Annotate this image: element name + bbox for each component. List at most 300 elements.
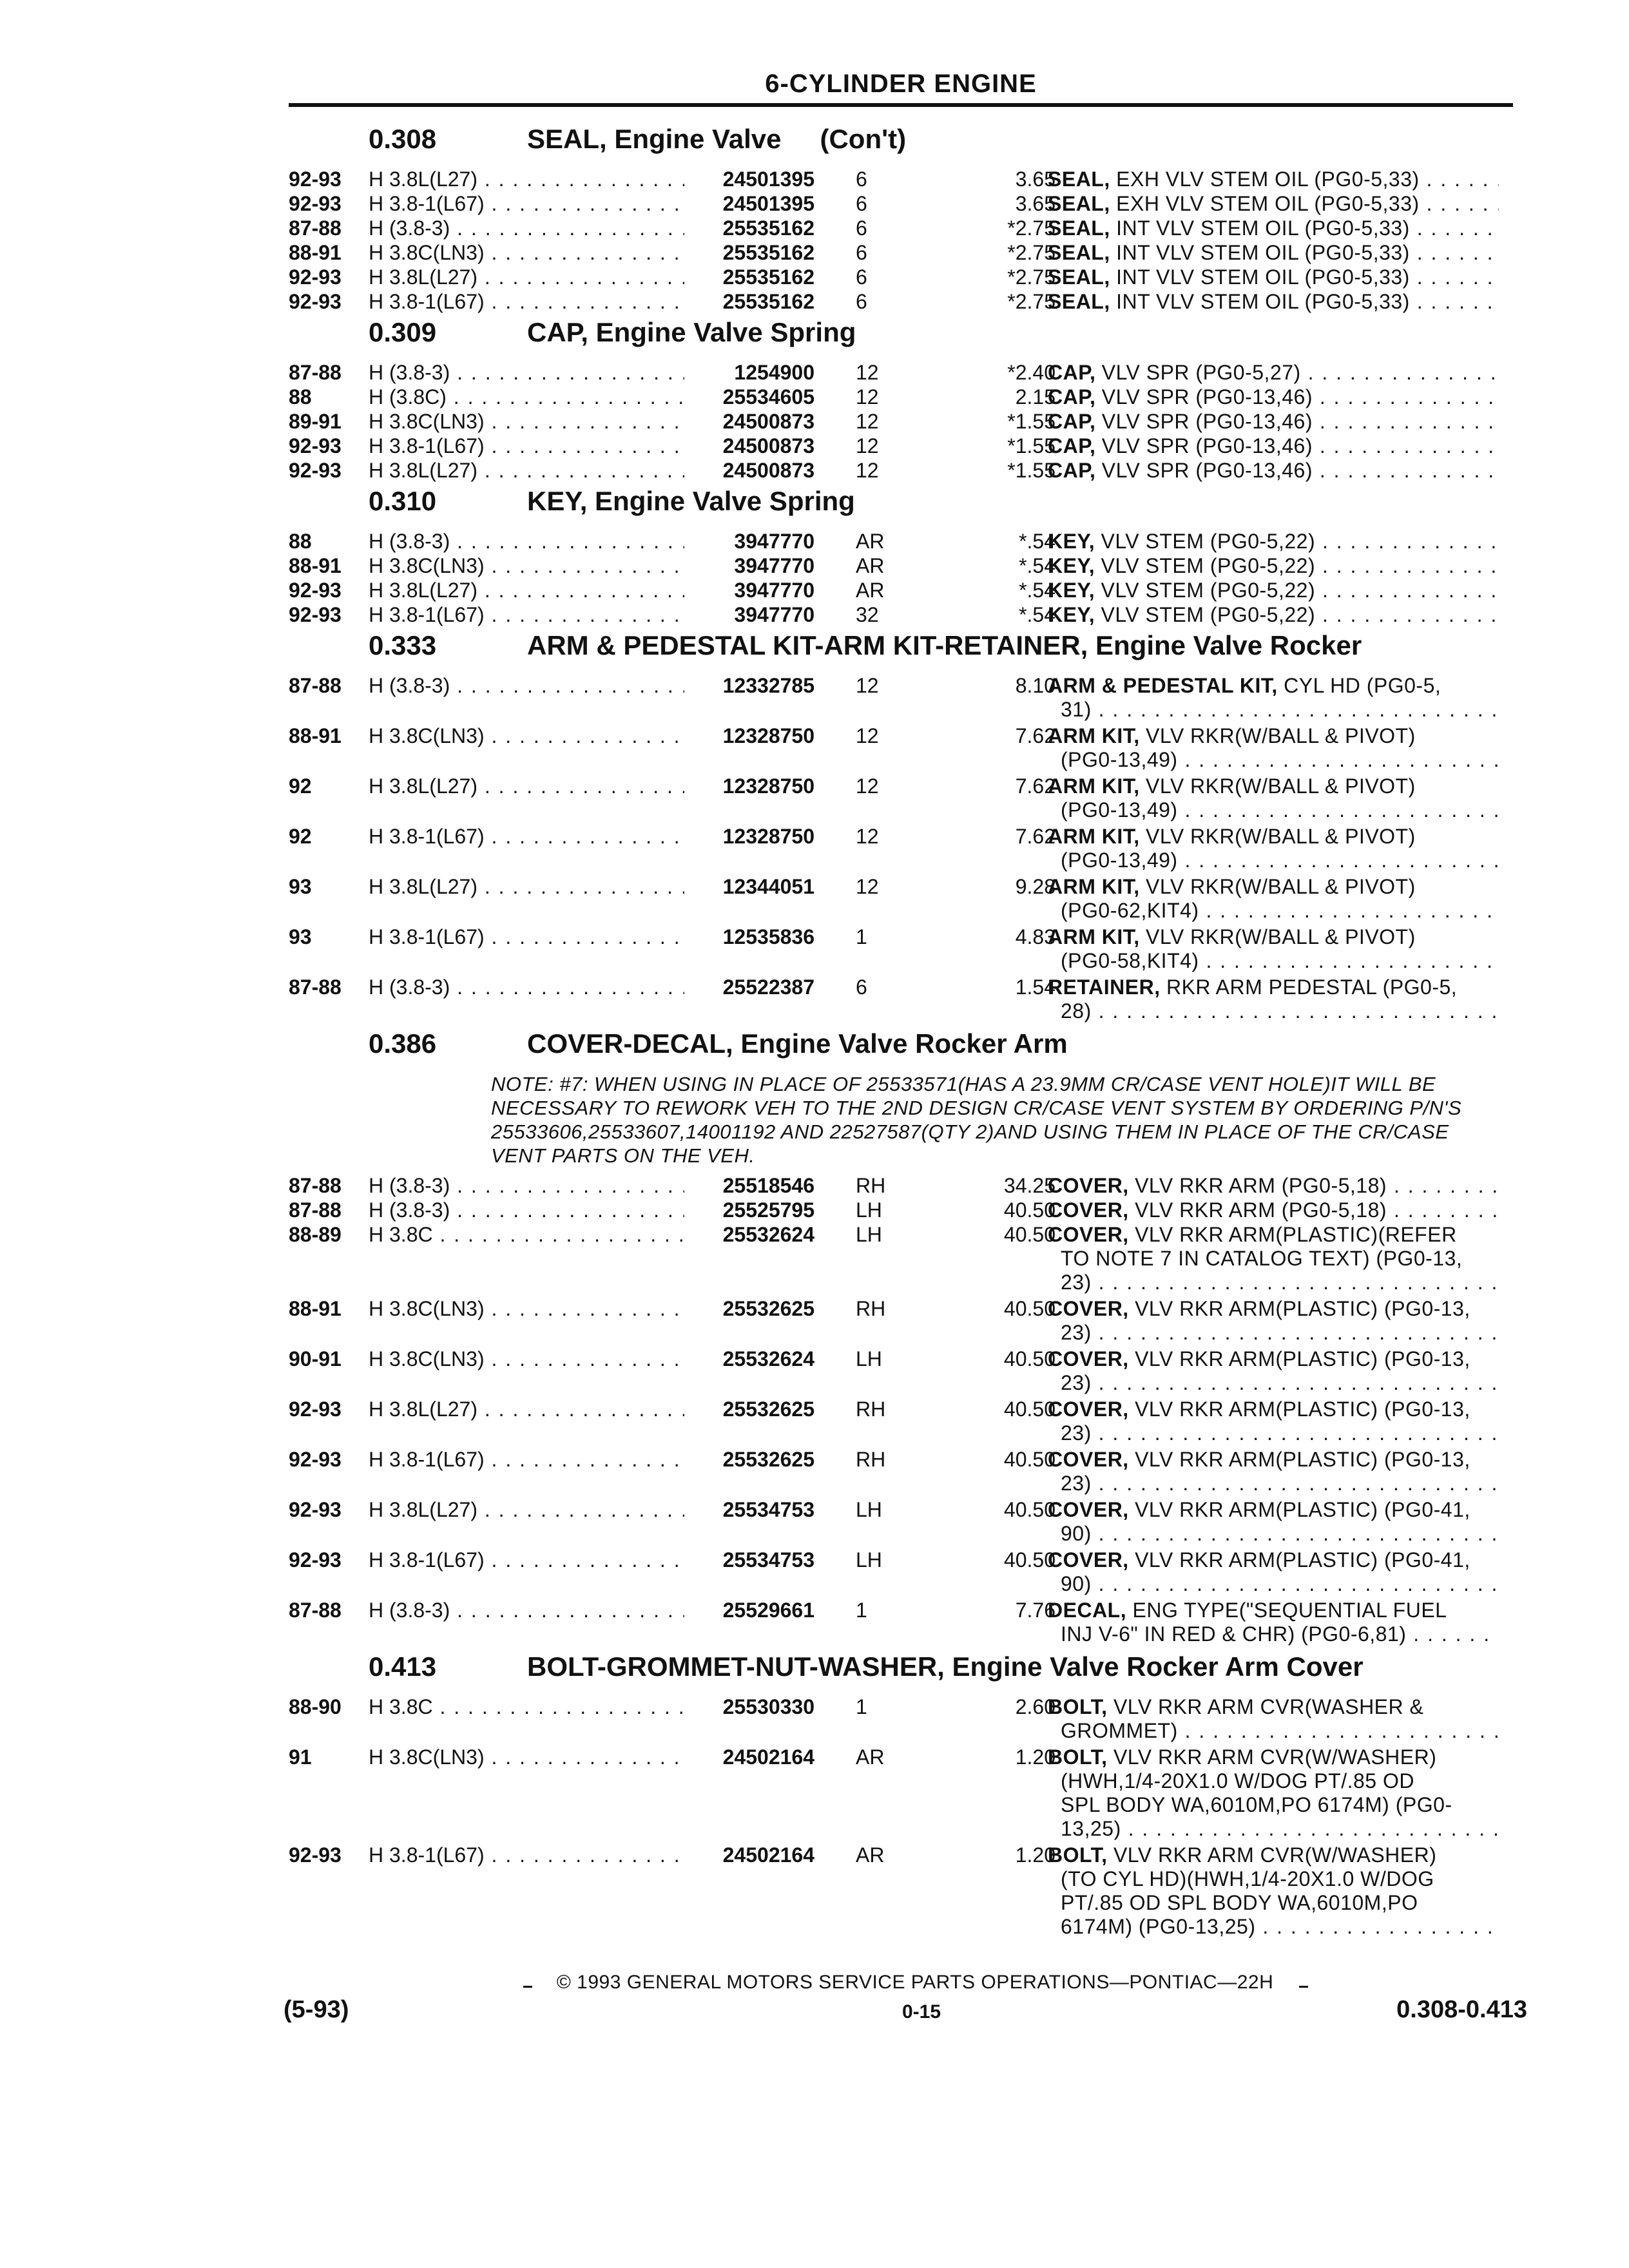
item-name: COVER, [1048,1498,1129,1521]
engine-code: H 3.8L(L27) . . . [369,1398,684,1421]
parts-row [289,434,1513,459]
parts-row [289,1843,1513,1941]
parts-row [289,290,1513,314]
model-years: 88 [289,385,312,408]
model-years: 92-93 [289,1548,342,1571]
item-name: KEY, [1048,603,1095,626]
description-line: ARM KIT, VLV RKR(W/BALL & PIVOT) [1048,724,1416,747]
description-line: 13,25) . . . [1048,1817,1499,1841]
model-years: 87-88 [289,216,342,240]
part-description [1048,724,1499,772]
quantity: 32 [856,603,879,626]
parts-row [289,530,1513,554]
price: 40.50 [1003,1498,1055,1521]
price: 1.20 [1015,1843,1055,1867]
item-name: BOLT, [1048,1695,1108,1718]
price: *1.55 [1007,410,1055,433]
part-number: 3947770 [686,603,815,627]
model-years: 92-93 [289,290,342,313]
parts-row [289,603,1513,628]
quantity: LH [856,1198,882,1222]
description-line: CAP, VLV SPR (PG0-13,46) . . . [1048,385,1499,409]
part-description [1048,674,1499,722]
parts-row [289,875,1513,925]
part-number: 24501395 [686,168,815,191]
section-title: SEAL, Engine Valve [527,124,782,154]
quantity: 1 [856,1599,867,1622]
model-years: 87-88 [289,1198,342,1222]
part-number: 12332785 [686,674,815,698]
part-description [1048,216,1499,240]
part-description [1048,875,1499,923]
price: *2.75 [1007,216,1055,240]
price: 7.76 [1015,1599,1055,1622]
price: 9.28 [1015,875,1055,898]
header-rule [289,103,1513,107]
part-description [1048,385,1499,409]
description-line: COVER, VLV RKR ARM(PLASTIC) (PG0-13, [1048,1347,1470,1370]
description-line: SEAL, INT VLV STEM OIL (PG0-5,33) . . . [1048,216,1499,240]
part-description [1048,192,1499,216]
page-header: 6-CYLINDER ENGINE [765,70,1037,98]
quantity: 6 [856,290,867,313]
price: 2.15 [1015,385,1055,408]
quantity: 6 [856,192,867,215]
part-description [1048,579,1499,602]
item-name: COVER, [1048,1174,1129,1197]
engine-code: H 3.8-1(L67) . . . [369,925,684,949]
price: *1.55 [1007,434,1055,457]
part-description [1048,1398,1499,1445]
model-years: 93 [289,925,312,948]
description-line: 90) . . . [1048,1572,1499,1596]
description-line: 28) . . . [1048,999,1499,1023]
model-years: 88 [289,530,312,553]
quantity: RH [856,1297,886,1320]
item-name: DECAL, [1048,1599,1127,1622]
part-number: 25532624 [686,1223,815,1247]
model-years: 92-93 [289,459,342,482]
quantity: 6 [856,216,867,240]
section-title: BOLT-GROMMET-NUT-WASHER, Engine Valve Rocker Arm Cover [527,1651,1364,1682]
quantity: LH [856,1498,882,1521]
description-line: KEY, VLV STEM (PG0-5,22) . . . [1048,579,1499,602]
engine-code: H 3.8C(LN3) . . . [369,554,684,578]
engine-code: H (3.8-3) . . . [369,216,684,240]
model-years: 88-91 [289,554,342,577]
engine-code: H 3.8C . . . [369,1695,684,1719]
part-description [1048,774,1499,822]
price: *.54 [1019,603,1055,626]
model-years: 87-88 [289,975,342,999]
price: *2.75 [1007,265,1055,289]
quantity: 6 [856,241,867,264]
price: 40.50 [1003,1198,1055,1222]
description-line: COVER, VLV RKR ARM (PG0-5,18) . . . [1048,1174,1499,1198]
part-description [1048,265,1499,289]
item-name: SEAL, [1048,241,1110,264]
quantity: 12 [856,434,879,457]
description-line: COVER, VLV RKR ARM(PLASTIC) (PG0-13, [1048,1448,1470,1471]
price: *1.55 [1007,459,1055,482]
price: *2.40 [1007,361,1055,384]
model-years: 91 [289,1745,312,1769]
engine-code: H 3.8C(LN3) . . . [369,1745,684,1769]
section-title: KEY, Engine Valve Spring [527,486,855,516]
quantity: 6 [856,265,867,289]
part-number: 24500873 [686,434,815,458]
description-line: CAP, VLV SPR (PG0-13,46) . . . [1048,410,1499,434]
part-number: 12328750 [686,825,815,849]
part-description [1048,290,1499,314]
price: 34.25 [1003,1174,1055,1197]
description-line: GROMMET) . . . [1048,1719,1499,1743]
description-line: (TO CYL HD)(HWH,1/4-20X1.0 W/DOG [1061,1867,1434,1890]
item-name: COVER, [1048,1223,1129,1246]
price: 40.50 [1003,1398,1055,1421]
description-line: ARM & PEDESTAL KIT, CYL HD (PG0-5, [1048,674,1441,697]
description-line: COVER, VLV RKR ARM(PLASTIC) (PG0-13, [1048,1398,1470,1421]
part-number: 24501395 [686,192,815,216]
description-line: SEAL, INT VLV STEM OIL (PG0-5,33) . . . [1048,241,1499,265]
engine-code: H 3.8-1(L67) . . . [369,192,684,216]
description-line: COVER, VLV RKR ARM(PLASTIC) (PG0-13, [1048,1297,1470,1320]
part-description [1048,410,1499,434]
quantity: RH [856,1398,886,1421]
parts-row [289,1745,1513,1843]
engine-code: H 3.8L(L27) . . . [369,265,684,289]
quantity: LH [856,1548,882,1571]
quantity: AR [856,579,885,602]
price: *2.75 [1007,241,1055,264]
quantity: 6 [856,975,867,999]
price: *.54 [1019,554,1055,577]
description-line: COVER, VLV RKR ARM(PLASTIC)(REFER [1048,1223,1457,1246]
parts-row [289,1498,1513,1548]
parts-row [289,925,1513,975]
part-description [1048,1347,1499,1395]
price: 7.62 [1015,825,1055,848]
model-years: 92-93 [289,1843,342,1867]
item-name: COVER, [1048,1548,1129,1571]
section-number: 0.308 [369,124,437,154]
description-line: KEY, VLV STEM (PG0-5,22) . . . [1048,603,1499,627]
description-line: SEAL, EXH VLV STEM OIL (PG0-5,33) . . . [1048,192,1499,216]
description-line: (PG0-13,49) . . . [1048,748,1499,772]
parts-row [289,975,1513,1026]
part-description [1048,1498,1499,1546]
part-number: 3947770 [686,554,815,578]
part-description [1048,1223,1499,1294]
engine-code: H 3.8C(LN3) . . . [369,724,684,748]
quantity: AR [856,1745,885,1769]
part-number: 25529661 [686,1599,815,1622]
part-description [1048,168,1499,191]
item-name: KEY, [1048,554,1095,577]
model-years: 88-90 [289,1695,342,1718]
part-number: 3947770 [686,530,815,553]
part-description [1048,554,1499,578]
model-years: 93 [289,875,312,898]
parts-row [289,361,1513,385]
engine-code: H 3.8-1(L67) . . . [369,825,684,849]
part-number: 25522387 [686,975,815,999]
parts-row [289,168,1513,192]
description-line: BOLT, VLV RKR ARM CVR(W/WASHER) [1048,1745,1437,1769]
engine-code: H 3.8C(LN3) . . . [369,241,684,265]
engine-code: H 3.8C(LN3) . . . [369,1297,684,1321]
parts-row [289,674,1513,724]
description-line: CAP, VLV SPR (PG0-5,27) . . . [1048,361,1499,385]
engine-code: H 3.8L(L27) . . . [369,875,684,899]
engine-code: H 3.8C . . . [369,1223,684,1247]
description-line: COVER, VLV RKR ARM(PLASTIC) (PG0-41, [1048,1548,1470,1571]
description-line: 23) . . . [1048,1321,1499,1345]
item-name: COVER, [1048,1347,1129,1370]
item-name: SEAL, [1048,290,1110,313]
price: 40.50 [1003,1548,1055,1571]
section-number: 0.333 [369,630,437,660]
part-number: 24502164 [686,1745,815,1769]
parts-row [289,1548,1513,1599]
part-description [1048,1599,1499,1646]
engine-code: H (3.8-3) . . . [369,530,684,553]
quantity: 12 [856,361,879,384]
part-description [1048,434,1499,458]
item-name: CAP, [1048,410,1096,433]
description-line: SEAL, EXH VLV STEM OIL (PG0-5,33) . . . [1048,168,1499,191]
description-line: (HWH,1/4-20X1.0 W/DOG PT/.85 OD [1061,1769,1414,1792]
model-years: 87-88 [289,1174,342,1197]
model-years: 92 [289,774,312,798]
parts-row [289,216,1513,241]
quantity: 12 [856,825,879,848]
item-name: BOLT, [1048,1745,1108,1769]
model-years: 88-91 [289,1297,342,1320]
item-name: CAP, [1048,385,1096,408]
description-line: ARM KIT, VLV RKR(W/BALL & PIVOT) [1048,774,1416,798]
description-line: 23) . . . [1048,1421,1499,1445]
engine-code: H 3.8C(LN3) . . . [369,410,684,434]
part-description [1048,361,1499,385]
parts-row [289,1695,1513,1745]
engine-code: H 3.8C(LN3) . . . [369,1347,684,1371]
price: 40.50 [1003,1223,1055,1246]
item-name: ARM KIT, [1048,875,1140,898]
item-name: SEAL, [1048,168,1110,191]
section-title: CAP, Engine Valve Spring [527,317,856,347]
description-line: ARM KIT, VLV RKR(W/BALL & PIVOT) [1048,875,1416,898]
part-description [1048,925,1499,973]
engine-code: H (3.8-3) . . . [369,1198,684,1222]
part-number: 1254900 [686,361,815,385]
engine-code: H (3.8-3) . . . [369,361,684,385]
quantity: 12 [856,774,879,798]
engine-code: H (3.8C) . . . [369,385,684,409]
part-number: 24502164 [686,1843,815,1867]
price: 7.62 [1015,774,1055,798]
description-line: (PG0-13,49) . . . [1048,798,1499,822]
item-name: RETAINER, [1048,975,1161,999]
description-line: RETAINER, RKR ARM PEDESTAL (PG0-5, [1048,975,1458,999]
item-name: ARM KIT, [1048,724,1140,747]
part-description [1048,1198,1499,1222]
description-line: 23) . . . [1048,1371,1499,1395]
parts-row [289,1223,1513,1297]
parts-row [289,774,1513,825]
engine-code: H 3.8L(L27) . . . [369,579,684,602]
section-number: 0.310 [369,486,437,516]
section-header [289,124,1513,168]
price: 40.50 [1003,1347,1055,1370]
quantity: 1 [856,1695,867,1718]
part-number: 25535162 [686,265,815,289]
engine-code: H 3.8-1(L67) . . . [369,1448,684,1472]
section-header [289,486,1513,530]
engine-code: H 3.8L(L27) . . . [369,459,684,483]
model-years: 92-93 [289,1398,342,1421]
model-years: 92 [289,825,312,848]
section-header [289,630,1513,674]
engine-code: H 3.8-1(L67) . . . [369,434,684,458]
item-name: SEAL, [1048,216,1110,240]
part-number: 25534753 [686,1548,815,1572]
model-years: 90-91 [289,1347,342,1370]
parts-row [289,410,1513,434]
model-years: 92-93 [289,603,342,626]
description-line: 90) . . . [1048,1522,1499,1546]
quantity: 12 [856,674,879,697]
description-line: DECAL, ENG TYPE("SEQUENTIAL FUEL [1048,1599,1447,1622]
parts-row [289,241,1513,265]
section-header [289,1651,1513,1695]
quantity: AR [856,554,885,577]
engine-code: H 3.8L(L27) . . . [369,1498,684,1522]
section-number: 0.413 [369,1651,437,1682]
model-years: 92-93 [289,1498,342,1521]
model-years: 92-93 [289,192,342,215]
parts-row [289,579,1513,603]
section-header [289,317,1513,361]
part-description [1048,1745,1499,1841]
price: 1.54 [1015,975,1055,999]
engine-code: H 3.8L(L27) . . . [369,168,684,191]
item-name: ARM KIT, [1048,774,1140,798]
item-name: CAP, [1048,361,1096,384]
description-line: COVER, VLV RKR ARM (PG0-5,18) . . . [1048,1198,1499,1222]
quantity: RH [856,1448,886,1471]
item-name: ARM & PEDESTAL KIT, [1048,674,1278,697]
footer-page-number: 0-15 [901,2001,941,2023]
description-line: 31) . . . [1048,698,1499,722]
section-title: COVER-DECAL, Engine Valve Rocker Arm [527,1028,1068,1059]
part-number: 25532624 [686,1347,815,1371]
parts-row [289,459,1513,483]
part-description [1048,1843,1499,1939]
section-continued: (Con't) [820,124,907,154]
part-description [1048,459,1499,483]
price: *.54 [1019,579,1055,602]
description-line: SEAL, INT VLV STEM OIL (PG0-5,33) . . . [1048,265,1499,289]
part-number: 25534605 [686,385,815,409]
engine-code: H 3.8-1(L67) . . . [369,1843,684,1867]
part-number: 25532625 [686,1398,815,1421]
price: 3.65 [1015,168,1055,191]
description-line: (PG0-13,49) . . . [1048,849,1499,872]
part-number: 12535836 [686,925,815,949]
part-description [1048,1448,1499,1495]
footer-section-range: 0.308-0.413 [1396,1996,1527,2023]
engine-code: H (3.8-3) . . . [369,674,684,698]
part-description [1048,1695,1499,1743]
description-line: CAP, VLV SPR (PG0-13,46) . . . [1048,434,1499,458]
model-years: 87-88 [289,1599,342,1622]
part-description [1048,975,1499,1023]
part-number: 25535162 [686,290,815,314]
price: 2.60 [1015,1695,1055,1718]
item-name: COVER, [1048,1198,1129,1222]
engine-code: H (3.8-3) . . . [369,1599,684,1622]
item-name: COVER, [1048,1297,1129,1320]
price: 40.50 [1003,1297,1055,1320]
description-line: ARM KIT, VLV RKR(W/BALL & PIVOT) [1048,925,1416,948]
item-name: BOLT, [1048,1843,1108,1867]
quantity: RH [856,1174,886,1197]
description-line: (PG0-62,KIT4) . . . [1048,899,1499,923]
model-years: 92-93 [289,579,342,602]
part-number: 25535162 [686,216,815,240]
parts-row [289,1599,1513,1649]
description-line: BOLT, VLV RKR ARM CVR(W/WASHER) [1048,1843,1437,1867]
part-number: 24500873 [686,459,815,483]
description-line: COVER, VLV RKR ARM(PLASTIC) (PG0-41, [1048,1498,1470,1521]
item-name: SEAL, [1048,192,1110,215]
section-header [289,1028,1513,1072]
price: 40.50 [1003,1448,1055,1471]
description-line: 6174M) (PG0-13,25) . . . [1048,1915,1499,1939]
part-description [1048,603,1499,627]
quantity: 12 [856,459,879,482]
price: *2.75 [1007,290,1055,313]
price: 4.83 [1015,925,1055,948]
description-line: 23) . . . [1048,1271,1499,1294]
item-name: CAP, [1048,459,1096,482]
model-years: 87-88 [289,674,342,697]
quantity: 12 [856,410,879,433]
part-description [1048,241,1499,265]
footer-date: (5-93) [284,1996,349,2023]
description-line: 23) . . . [1048,1472,1499,1495]
quantity: 1 [856,925,867,948]
description-line: SEAL, INT VLV STEM OIL (PG0-5,33) . . . [1048,290,1499,314]
item-name: KEY, [1048,530,1095,553]
description-line: INJ V-6" IN RED & CHR) (PG0-6,81) . . . [1048,1622,1499,1646]
item-name: COVER, [1048,1448,1129,1471]
model-years: 88-89 [289,1223,342,1246]
parts-row [289,265,1513,290]
engine-code: H (3.8-3) . . . [369,975,684,999]
footer-copyright: © 1993 GENERAL MOTORS SERVICE PARTS OPERATIONS—PONTIAC—22H [556,1972,1274,1993]
part-number: 25525795 [686,1198,815,1222]
description-line: BOLT, VLV RKR ARM CVR(WASHER & [1048,1695,1424,1718]
description-line: SPL BODY WA,6010M,PO 6174M) (PG0- [1061,1793,1452,1816]
description-line: CAP, VLV SPR (PG0-13,46) . . . [1048,459,1499,483]
description-line: ARM KIT, VLV RKR(W/BALL & PIVOT) [1048,825,1416,848]
engine-code: H 3.8-1(L67) . . . [369,290,684,314]
model-years: 92-93 [289,168,342,191]
model-years: 92-93 [289,1448,342,1471]
part-number: 25518546 [686,1174,815,1198]
